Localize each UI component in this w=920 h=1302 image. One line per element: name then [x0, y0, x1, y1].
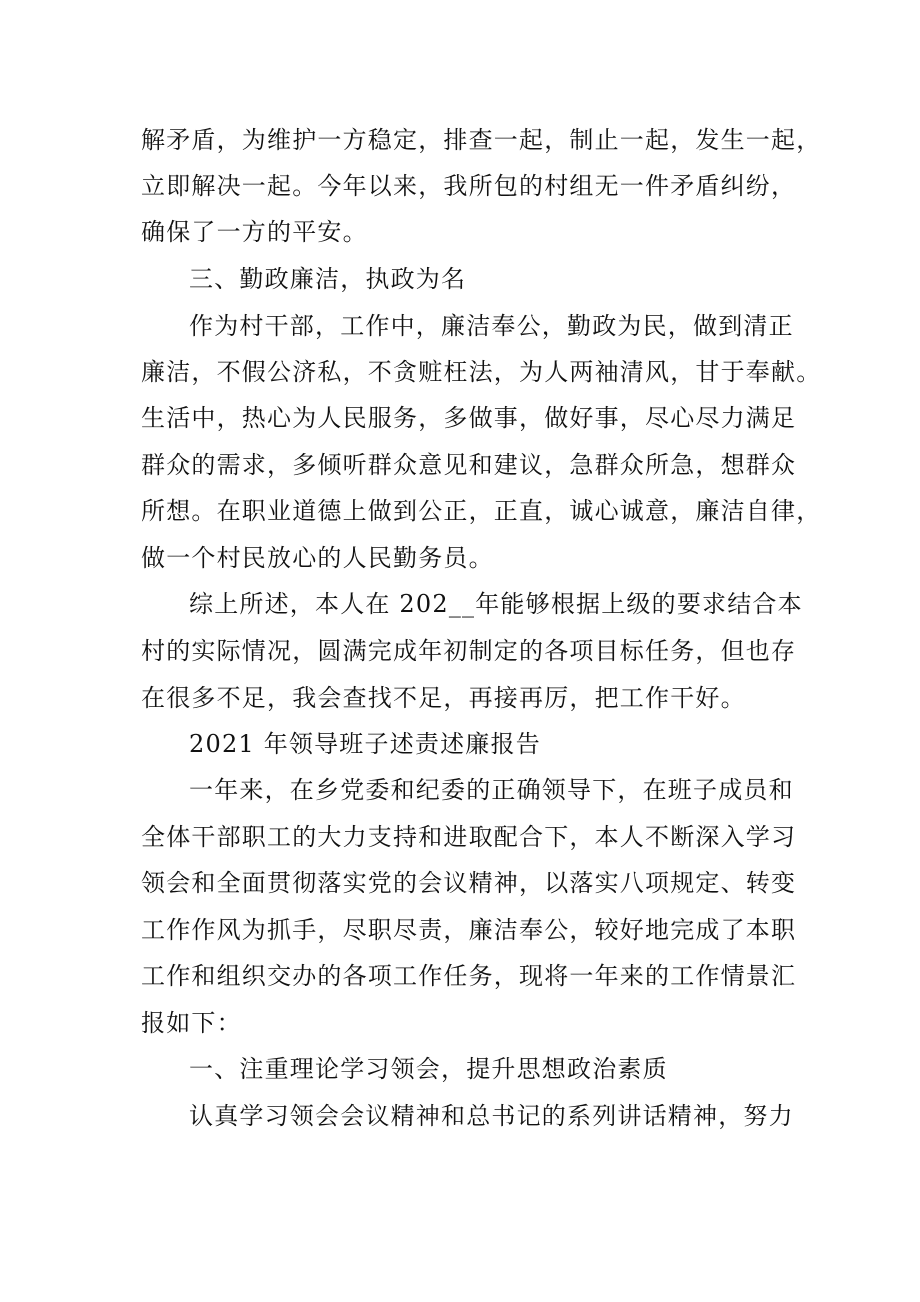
paragraph-line: 工作作风为抓手，尽职尽责，廉洁奉公，较好地完成了本职: [141, 916, 797, 944]
paragraph-line: 群众的需求，多倾听群众意见和建议，急群众所急，想群众: [141, 451, 797, 479]
paragraph-line: 综上所述，本人在 202__年能够根据上级的要求结合本: [189, 590, 803, 618]
paragraph-line: 认真学习领会会议精神和总书记的系列讲话精神，努力: [189, 1102, 794, 1130]
paragraph-line: 确保了一方的平安。: [141, 218, 368, 246]
paragraph-line: 廉洁，不假公济私，不贪赃枉法，为人两袖清风，甘于奉献。: [141, 358, 822, 386]
paragraph-line: 工作和组织交办的各项工作任务，现将一年来的工作情景汇: [141, 962, 797, 990]
paragraph-line: 作为村干部，工作中，廉洁奉公，勤政为民，做到清正: [189, 312, 794, 340]
paragraph-line: 解矛盾，为维护一方稳定，排查一起，制止一起，发生一起，: [141, 126, 822, 154]
paragraph-line: 做一个村民放心的人民勤务员。: [141, 544, 494, 572]
paragraph-line: 一年来，在乡党委和纪委的正确领导下，在班子成员和: [189, 776, 794, 804]
section-heading: 三、勤政廉洁，执政为名: [189, 265, 467, 293]
section-heading: 一、注重理论学习领会，提升思想政治素质: [189, 1055, 668, 1083]
paragraph-line: 全体干部职工的大力支持和进取配合下，本人不断深入学习: [141, 823, 797, 851]
paragraph-line: 所想。在职业道德上做到公正，正直，诚心诚意，廉洁自律，: [141, 497, 822, 525]
paragraph-line: 村的实际情况，圆满完成年初制定的各项目标任务，但也存: [141, 637, 797, 665]
paragraph-line: 立即解决一起。今年以来，我所包的村组无一件矛盾纠纷，: [141, 172, 797, 200]
paragraph-line: 在很多不足，我会查找不足，再接再厉，把工作干好。: [141, 684, 746, 712]
paragraph-line: 领会和全面贯彻落实党的会议精神，以落实八项规定、转变: [141, 869, 797, 897]
paragraph-line: 生活中，热心为人民服务，多做事，做好事，尽心尽力满足: [141, 404, 797, 432]
paragraph-line: 报如下：: [141, 1009, 242, 1037]
report-title: 2021 年领导班子述责述廉报告: [189, 730, 541, 758]
